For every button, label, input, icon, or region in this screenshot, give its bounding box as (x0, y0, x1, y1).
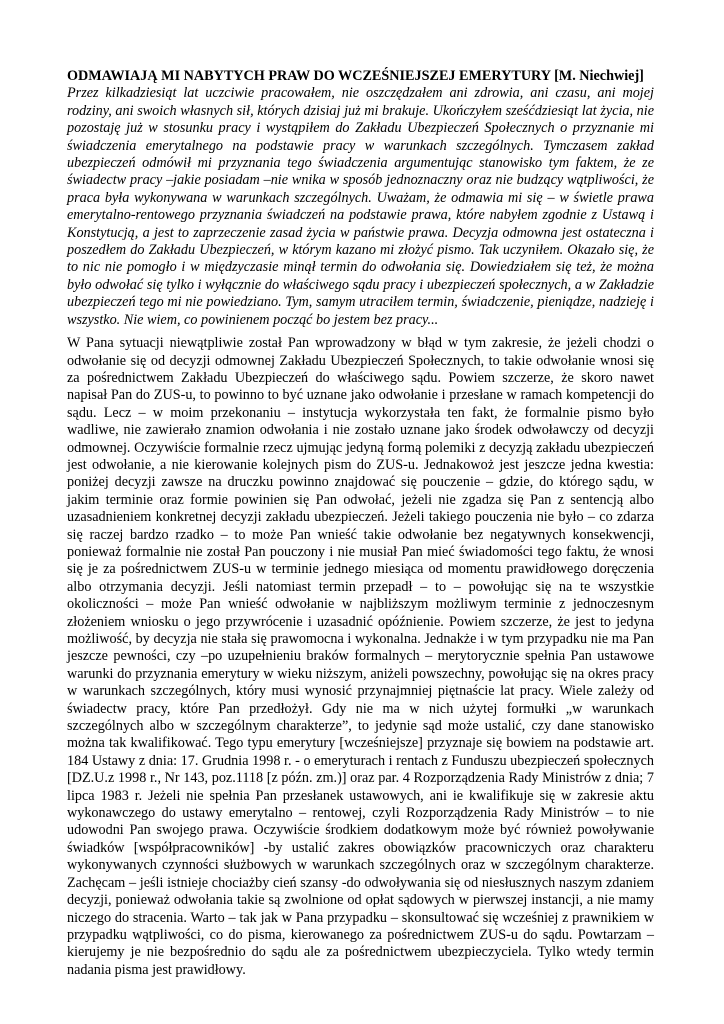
document-page (67, 68, 654, 979)
answer-paragraph: W Pana sytuacji niewątpliwie został Pan wprowadzony w błąd w tym zakresie, że jeżeli chodzi o odwołanie się od decyzji odmownej Zakładu Ubezpieczeń Społecznych, to takie odwołanie wnosi się za pośrednictwem Zakładu Ubezpieczeń do właściwego sądu. Powiem szczerze, że skoro nawet napisał Pan do ZUS-u, to powinno to być uznane jako odwołanie i przesłane w ramach kompetencji do sądu. Lecz – w moim przekonaniu – instytucja wykorzystała ten fakt, że formalnie pismo było wadliwe, nie zawierało znamion odwołania i nie zostało uznane jako środek odwoławczy od decyzji odmownej. Oczywiście formalnie rzecz ujmując jedyną formą polemiki z decyzją zakładu ubezpieczeń jest odwołanie, a nie kierowanie kolejnych pism do ZUS-u. Jednakowoż jest jeszcze jedna kwestia: poniżej decyzji zawsze na druczku powinno znajdować się pouczenie – gdzie, do którego sądu, w jakim terminie oraz formie powinien się Pan odwołać, jeżeli nie zgadza się Pan z sentencją albo uzasadnieniem konkretnej decyzji zakładu ubezpieczeń. Jeżeli takiego pouczenia nie było – co zdarza się raczej bardzo rzadko – to może Pan wnieść takie odwołanie bez negatywnych konsekwencji, ponieważ formalnie nie został Pan pouczony i nie musiał Pan mieć świadomości tego faktu, że wnosi się je za pośrednictwem ZUS-u w terminie jednego miesiąca od momentu prawidłowego doręczenia albo otrzymania decyzji. Jeśli natomiast termin przepadł – to – powołując się na te wszystkie okoliczności – może Pan wnieść odwołanie w najbliższym możliwym terminie z jednoczesnym złożeniem wniosku o jego przywrócenie i uzasadnić opóźnienie. Powiem szczerze, że jest to jedyna możliwość, by decyzja nie stała się prawomocna i wykonalna. Jednakże i w tym przypadku nie ma Pan jeszcze pewności, czy –po uzupełnieniu braków formalnych – merytorycznie spełnia Pan ustawowe warunki do przyznania emerytury w wieku niższym, aniżeli powszechny, powołując się na okres pracy w warunkach szczególnych, który musi wynosić przynajmniej piętnaście lat pracy. Wiele zależy od świadectw pracy, które Pan przedłożył. Gdy nie ma w nich użytej formułki „w warunkach szczególnych albo w szczególnym charakterze”, to jedynie sąd może ustalić, czy dane stanowisko można tak kwalifikować. Tego typu emerytury [wcześniejsze] przyznaje się bowiem na podstawie art. 184 Ustawy z dnia: 17. Grudnia 1998 r. - o emeryturach i rentach z Funduszu ubezpieczeń społecznych [DZ.U.z 1998 r., Nr 143, poz.1118 [z późn. zm.)] oraz par. 4 Rozporządzenia Rady Ministrów z dnia; 7 lipca 1983 r. Jeżeli nie spełnia Pan przesłanek ustawowych, ani ie kwalifikuje się w zakresie aktu wykonawczego do ustawy emerytalno – rentowej, czyli Rozporządzenia Rady Ministrów – to nie udowodni Pan swojego prawa. Oczywiście środkiem dodatkowym może być również powoływanie świadków [współpracowników] -by ustalić zakres obowiązków pracowniczych oraz charakteru wykonywanych czynności służbowych w warunkach szczególnych oraz w szczególnym charakterze. Zachęcam – jeśli istnieje chociażby cień szansy -do odwoływania się od niesłusznych naszym zdaniem decyzji, ponieważ odwołania takie są zwolnione od opłat sądowych w pierwszej instancji, a nie mamy niczego do stracenia. Warto – tak jak w Pana przypadku – skonsultować się wcześniej z prawnikiem w przypadku wątpliwości, co do pisma, kierowanego za pośrednictwem ZUS-u do sądu. Powtarzam – kierujemy je nie bezpośrednio do sądu ale za pośrednictwem ubezpieczyciela. Tylko wtedy termin nadania pisma jest prawidłowy. (67, 335, 654, 978)
question-paragraph (67, 68, 654, 329)
article-title: ODMAWIAJĄ MI NABYTYCH PRAW DO WCZEŚNIEJSZEJ EMERYTURY [M. Niechwiej] (67, 68, 644, 84)
reader-question: Przez kilkadziesiąt lat uczciwie pracowałem, nie oszczędzałem ani zdrowia, ani czasu, ani mojej rodziny, ani swoich własnych sił, których dzisiaj już mi brakuje. Ukończyłem sześćdziesiąt lat życia, nie pozostaję już w stosunku pracy i wystąpiłem do Zakładu Ubezpieczeń Społecznych o przyznanie mi świadczenia emerytalnego na podstawie pracy w warunkach szczególnych. Tymczasem zakład ubezpieczeń odmówił mi przyznania tego świadczenia argumentując stanowisko tym faktem, że ze świadectw pracy –jakie posiadam –nie wnika w sposób jednoznaczny oraz nie budzący wątpliwości, że praca była wykonywana w warunkach szczególnych. Uważam, że odmawia mi się – w świetle prawa emerytalno-rentowego przyznania świadczeń na podstawie prawa, które nabyłem zgodnie z Ustawą i Konstytucją, a jest to zaprzeczenie zasad życia w państwie prawa. Decyzja odmowna jest ostateczna i poszedłem do Zakładu Ubezpieczeń, w którym kazano mi złożyć pismo. Tak uczyniłem. Okazało się, że to nic nie pomogło i w międzyczasie minął termin do odwołania się. Dowiedziałem się też, że można było odwołać się tylko i wyłącznie do właściwego sądu pracy i ubezpieczeń społecznych, a w Zakładzie ubezpieczeń tego mi nie powiedziano. Tym, samym utraciłem termin, świadczenie, pieniądze, nadzieję i wszystko. Nie wiem, co powinienem począć bo jestem bez pracy... (67, 85, 654, 328)
